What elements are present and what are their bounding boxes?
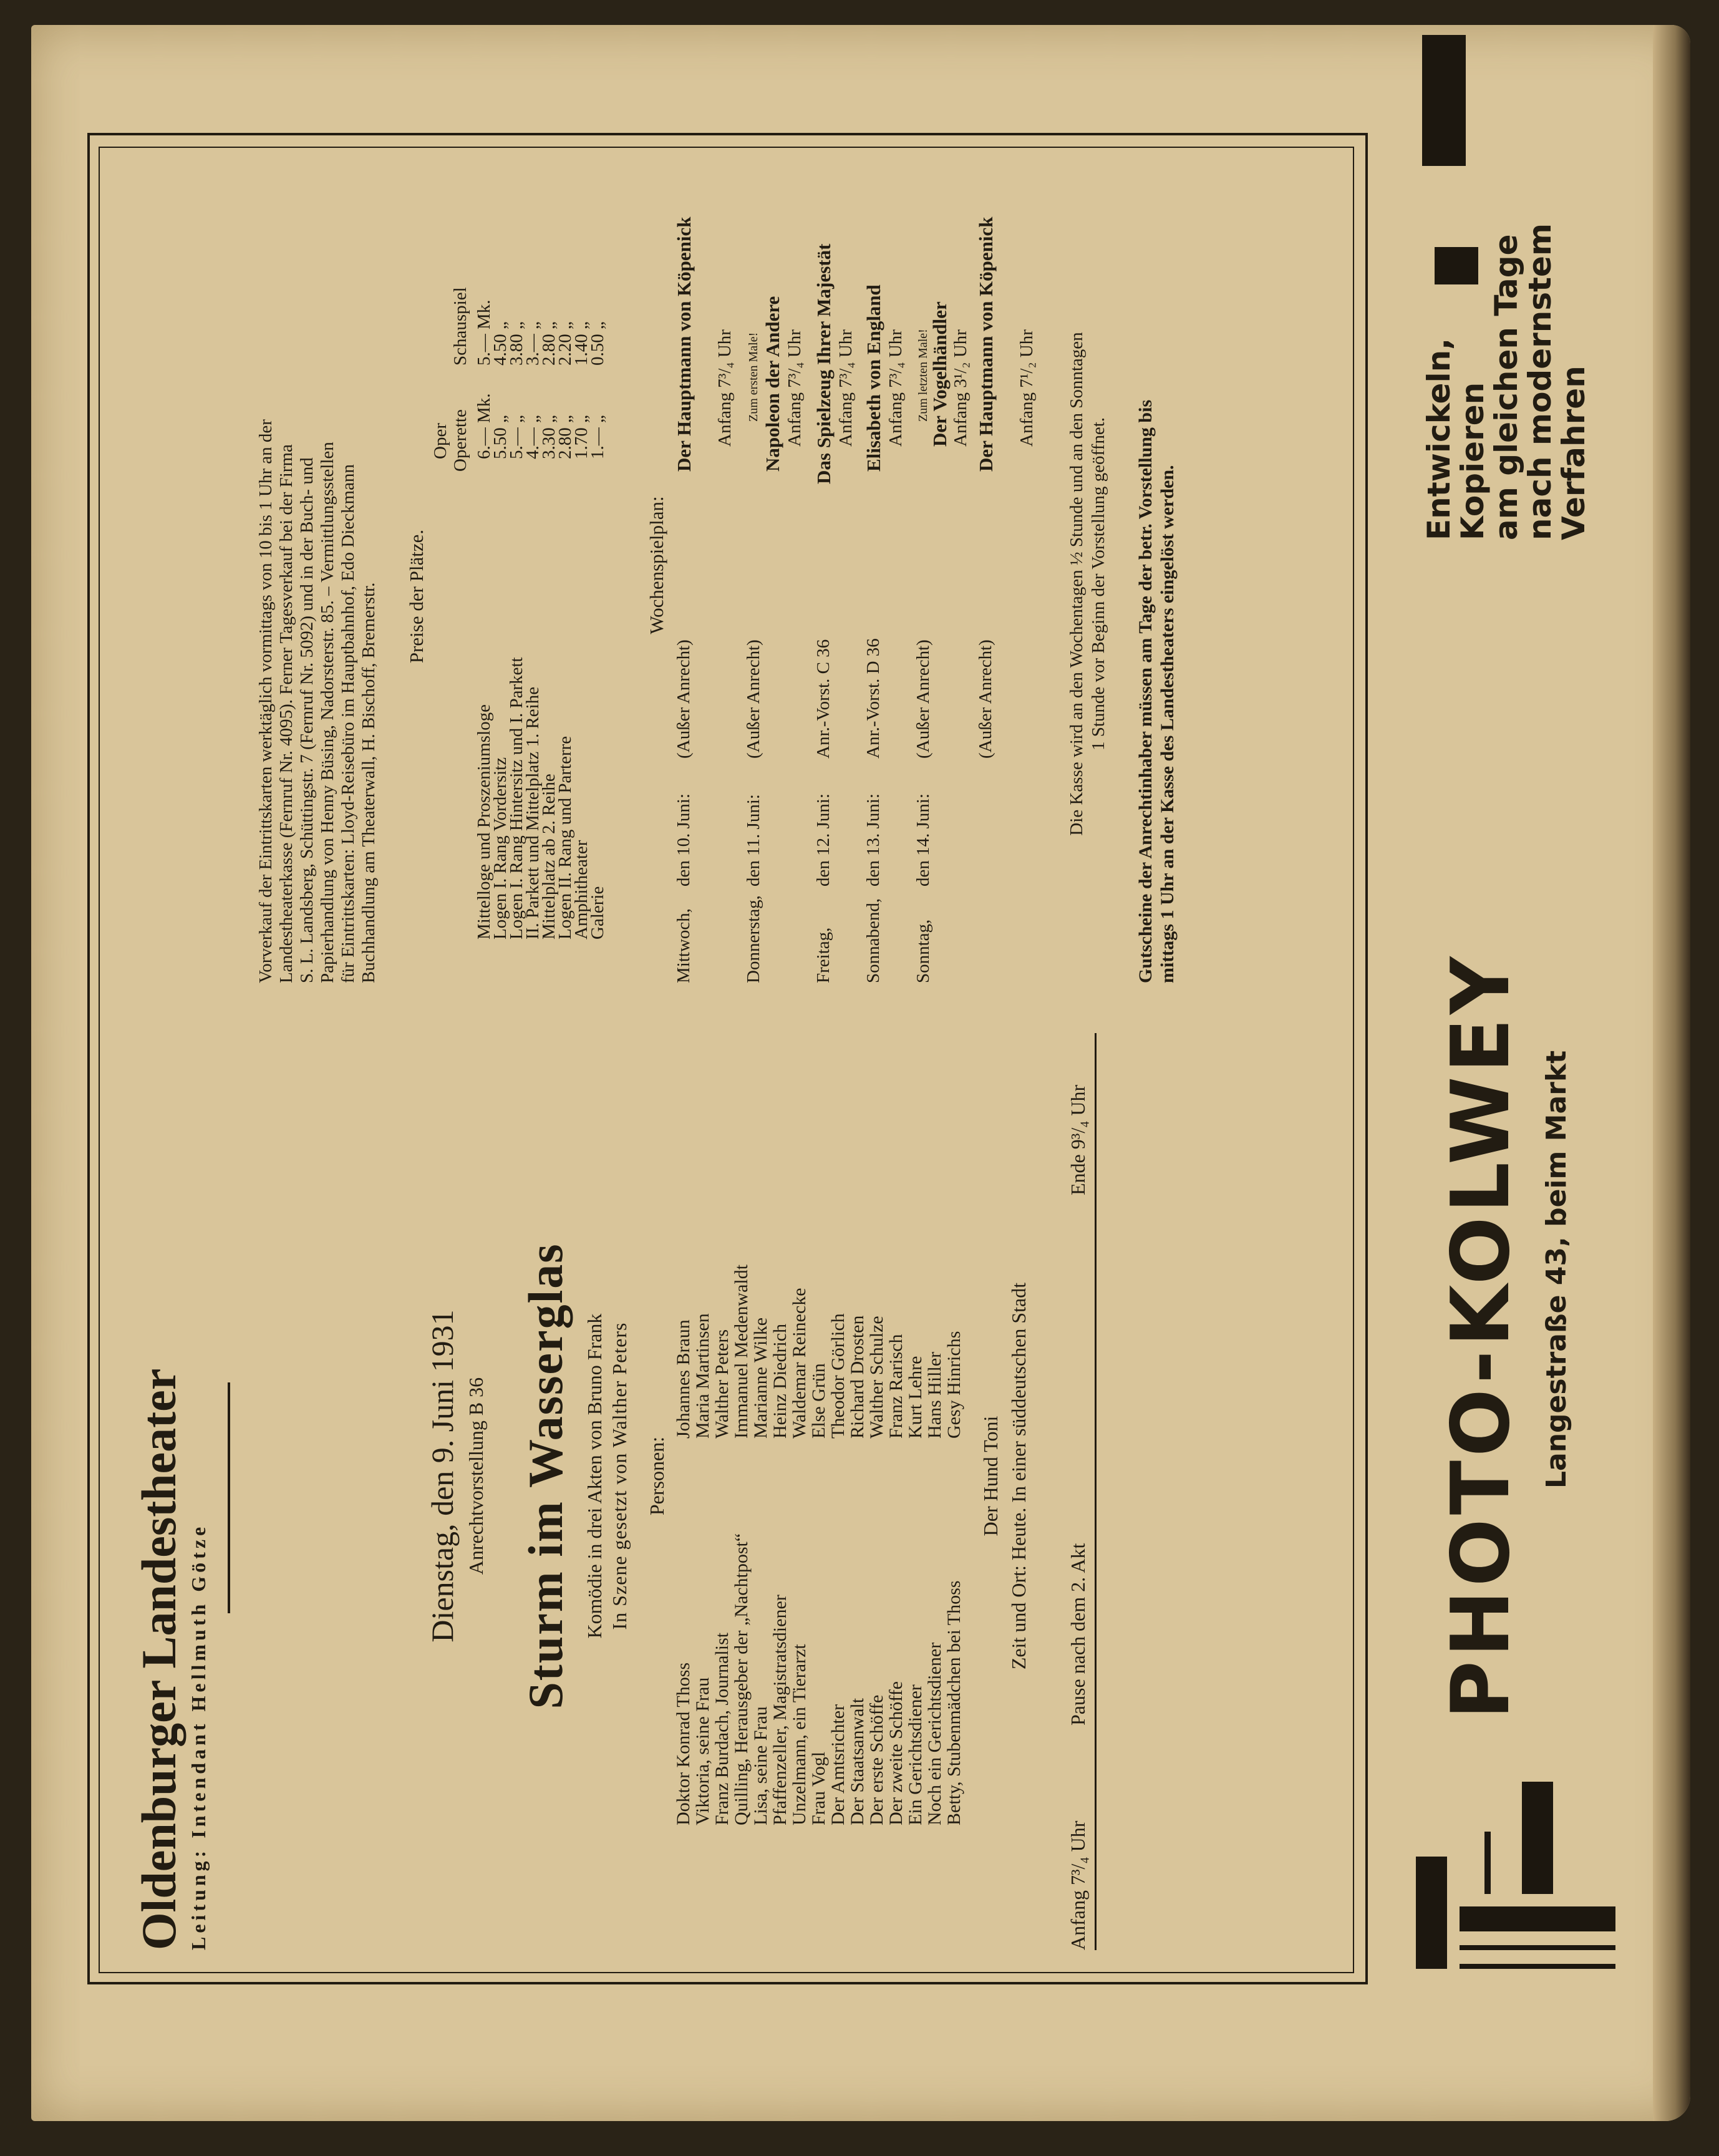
price-seat: Logen I. Rang Hintersitz und I. Parkett — [506, 657, 526, 940]
schedule-note: (Außer Anrecht) — [913, 639, 933, 759]
cast-role: Der zweite Schöffe — [886, 1681, 906, 1825]
price-seat: II. Parkett und Mittelplatz 1. Reihe — [523, 686, 543, 940]
cast-role: Viktoria, seine Frau — [692, 1677, 713, 1825]
cast-row — [732, 1039, 751, 1825]
sales-line: Papierhandlung von Henny Büsing, Nadorsterstr. 85. – Vermittlungsstellen — [317, 442, 337, 983]
cast-actor: Marianne Wilke — [750, 1317, 771, 1439]
price-row — [539, 191, 559, 940]
price-oper: 5.— „ — [506, 415, 526, 459]
exclamation-dot — [1435, 247, 1478, 284]
voucher-note-2: mittags 1 Uhr an der Kasse des Landestheaters eingelöst werden. — [1157, 465, 1178, 983]
end-time: Ende 9³/₄ Uhr — [1067, 1084, 1089, 1195]
cast-role: Unzelmann, ein Tierarzt — [789, 1644, 810, 1825]
cast-row — [751, 1039, 770, 1825]
price-row — [474, 191, 494, 940]
schedule-time: Anfang 7³/₄ Uhr — [836, 329, 856, 447]
cast-row — [944, 1039, 964, 1825]
cast-row — [770, 1039, 790, 1825]
schedule-title: Der Hauptmann von Köpenick — [673, 216, 695, 472]
cast-actor: Heinz Diedrich — [770, 1323, 790, 1439]
exclamation-bar — [1422, 35, 1466, 166]
sales-line: für Eintrittskarten: Lloyd-Reisebüro im Hauptbahnhof, Edo Dieckmann — [338, 464, 358, 983]
price-seat: Logen II. Rang und Parterre — [555, 736, 575, 940]
price-seat: Logen I. Rang Vordersitz — [490, 757, 510, 940]
price-oper: 1.— „ — [588, 415, 608, 459]
schedule-entry — [813, 172, 863, 983]
schedule-note: Anr.-Vorst. C 36 — [813, 639, 833, 759]
schedule-time: Anfang 7³/₄ Uhr — [886, 329, 906, 447]
schedule-note: (Außer Anrecht) — [976, 639, 995, 759]
price-row — [588, 191, 608, 940]
logo-bar — [1460, 1906, 1615, 1931]
dog-credit: Der Hund Toni — [979, 1415, 1002, 1537]
tagline-line: Verfahren — [1556, 366, 1592, 540]
play-description: Komödie in drei Akten von Bruno Frank — [583, 1313, 606, 1639]
logo-bar — [1416, 1857, 1447, 1969]
price-schauspiel: 4.50 „ — [490, 321, 510, 366]
price-table — [474, 191, 608, 940]
tagline-line: nach modernstem — [1522, 223, 1558, 540]
cast-row — [674, 1039, 693, 1825]
cast-row — [886, 1039, 906, 1825]
price-schauspiel: 2.20 „ — [555, 321, 575, 366]
cast-row — [906, 1039, 925, 1825]
tagline-line: am gleichen Tage — [1488, 234, 1524, 540]
schedule-extra: Zum ersten Male! — [747, 332, 760, 422]
cast-row — [809, 1039, 828, 1825]
price-oper: 3.30 „ — [539, 415, 559, 459]
price-row — [571, 191, 591, 940]
start-time: Anfang 7³/₄ Uhr — [1067, 1820, 1089, 1950]
schedule-date: den 11. Juni: — [743, 794, 763, 886]
price-schauspiel: 3.— „ — [523, 321, 543, 366]
schedule-date: den 12. Juni: — [813, 793, 833, 886]
price-oper: 4.— „ — [523, 415, 543, 459]
cast-row — [925, 1039, 944, 1825]
setting-line: Zeit und Ort: Heute. In einer süddeutschen Stadt — [1007, 1282, 1030, 1670]
prices-heading: Preise der Plätze. — [405, 529, 427, 664]
schedule-date: den 14. Juni: — [913, 793, 933, 886]
box-office-line-1: Die Kasse wird an den Wochentagen ½ Stunde und an den Sonntagen — [1067, 332, 1087, 836]
cast-actor: Theodor Görlich — [828, 1313, 848, 1439]
cast-actor: Waldemar Reinecke — [789, 1288, 810, 1439]
divider-rule — [228, 1382, 230, 1613]
cast-actor: Gesy Hinrichs — [944, 1331, 964, 1439]
staging-credit: In Szene gesetzt von Walther Peters — [608, 1322, 631, 1630]
sales-line: Landestheaterkasse (Fernruf Nr. 4095). Ferner Tagesverkauf bei der Firma — [276, 444, 296, 983]
schedule-date: den 10. Juni: — [674, 793, 694, 886]
cast-role: Pfaffenzeller, Magistratsdiener — [770, 1595, 790, 1825]
cast-role: Noch ein Gerichtsdiener — [924, 1642, 945, 1825]
schedule-note: Anr.-Vorst. D 36 — [863, 638, 883, 759]
sales-paragraph — [256, 178, 379, 983]
price-seat: Amphitheater — [571, 840, 591, 940]
schedule-date: den 13. Juni: — [863, 793, 883, 886]
advert-tagline — [1422, 191, 1591, 540]
price-schauspiel: 3.80 „ — [506, 321, 526, 366]
schedule-time: Anfang 7¹/₂ Uhr — [1017, 329, 1037, 447]
price-oper: 2.80 „ — [555, 415, 575, 459]
schedule-title: Das Spielzeug Ihrer Majestät — [813, 243, 835, 484]
schedule-title: Elisabeth von England — [863, 284, 884, 472]
schedule-entry — [674, 172, 743, 983]
subscription-label: Anrechtvorstellung B 36 — [465, 1377, 487, 1575]
logo-bar — [1522, 1782, 1553, 1894]
price-schauspiel: 1.40 „ — [571, 321, 591, 366]
cast-role: Der erste Schöffe — [866, 1694, 887, 1825]
cast-role: Der Amtsrichter — [828, 1704, 848, 1825]
theater-direction: Leitung: Intendant Hellmuth Götze — [187, 1523, 210, 1950]
cast-actor: Franz Rarisch — [886, 1334, 906, 1439]
price-schauspiel: 0.50 „ — [588, 321, 608, 366]
schedule-entry — [743, 172, 813, 983]
advert-brand: PHOTO-KOLWEY — [1435, 953, 1528, 1719]
schedule-time: Anfang 7³/₄ Uhr — [785, 329, 805, 447]
price-seat: Mittelplatz ab 2. Reihe — [539, 774, 559, 940]
col-oper: Oper — [430, 423, 450, 459]
schedule-title: Der Hauptmann von Köpenick — [975, 216, 997, 472]
cast-role: Quilling, Herausgeber der „Nachtpost“ — [731, 1533, 752, 1825]
schedule-day: Donnerstag, — [743, 895, 763, 983]
sales-line: Buchhandlung am Theaterwall, H. Bischoff, Bremerstr. — [359, 582, 379, 983]
play-title: Sturm im Wasserglas — [518, 1243, 573, 1709]
cast-row — [867, 1039, 886, 1825]
price-seat: Mittelloge und Proszeniumsloge — [474, 704, 494, 940]
price-row — [506, 191, 526, 940]
schedule-list — [674, 172, 1044, 983]
schedule-extra: Zum letzten Male! — [916, 329, 930, 422]
price-oper: 1.70 „ — [571, 415, 591, 459]
schedule-day: Mittwoch, — [674, 908, 694, 983]
cast-row — [848, 1039, 867, 1825]
price-seat: Galerie — [588, 886, 608, 940]
cast-row — [828, 1039, 848, 1825]
cast-row — [790, 1039, 809, 1825]
schedule-time: Anfang 7³/₄ Uhr — [715, 329, 735, 447]
schedule-note: (Außer Anrecht) — [743, 639, 763, 759]
persons-heading: Personen: — [646, 1436, 668, 1516]
cast-actor: Hans Hiller — [924, 1351, 945, 1439]
cast-actor: Kurt Lehre — [905, 1356, 926, 1439]
cast-role: Franz Burdach, Journalist — [712, 1632, 732, 1825]
schedule-title: Der Vogelhändler — [929, 301, 951, 447]
price-schauspiel: 2.80 „ — [539, 321, 559, 366]
logo-bar — [1460, 1945, 1615, 1950]
footer-rule — [1095, 1033, 1097, 1950]
schedule-title: Napoleon der Andere — [762, 296, 783, 472]
logo-bar — [1484, 1832, 1491, 1894]
price-oper: 5.50 „ — [490, 415, 510, 459]
col-operette: Operette — [450, 409, 470, 472]
price-row — [555, 191, 575, 940]
cast-role: Frau Vogl — [808, 1751, 829, 1825]
cast-role: Ein Gerichtsdiener — [905, 1684, 926, 1825]
col-schauspiel: Schauspiel — [450, 287, 470, 366]
voucher-note-1: Gutscheine der Anrechtinhaber müssen am Tage der betr. Vorstellung bis — [1135, 399, 1156, 983]
schedule-time: Anfang 3¹/₂ Uhr — [951, 329, 971, 447]
price-row — [490, 191, 510, 940]
schedule-note: (Außer Anrecht) — [674, 639, 694, 759]
schedule-day: Freitag, — [813, 927, 833, 983]
advert-address: Langestraße 43, beim Markt — [1541, 1050, 1572, 1488]
theater-name: Oldenburger Landestheater — [132, 1368, 186, 1950]
cast-actor: Johannes Braun — [673, 1319, 694, 1439]
box-office-line-2: 1 Stunde vor Beginn der Vorstellung geöffnet. — [1088, 417, 1108, 751]
cast-role: Betty, Stubenmädchen bei Thoss — [944, 1580, 964, 1825]
cast-list — [674, 1039, 964, 1825]
tagline-line: Entwickeln, Kopieren — [1421, 337, 1491, 540]
cast-role: Doktor Konrad Thoss — [673, 1662, 694, 1825]
cast-row — [693, 1039, 712, 1825]
cast-actor: Richard Drosten — [847, 1315, 868, 1439]
cast-actor: Walther Peters — [712, 1329, 732, 1439]
cast-row — [712, 1039, 732, 1825]
price-oper: 6.— Mk. — [474, 393, 494, 459]
schedule-entry — [863, 172, 913, 983]
cast-actor: Immanuel Medenwaldt — [731, 1264, 752, 1439]
price-row — [523, 191, 543, 940]
schedule-heading: Wochenspielplan: — [646, 496, 667, 634]
cast-role: Der Staatsanwalt — [847, 1697, 868, 1825]
schedule-day: Sonntag, — [913, 919, 933, 983]
logo-bar — [1460, 1964, 1615, 1969]
price-schauspiel: 5.— Mk. — [474, 299, 494, 366]
schedule-day: Sonnabend, — [863, 898, 883, 983]
performance-date: Dienstag, den 9. Juni 1931 — [425, 1309, 460, 1643]
sales-line: Vorverkauf der Eintrittskarten werktäglich vormittags von 10 bis 1 Uhr an der — [256, 419, 276, 983]
cast-role: Lisa, seine Frau — [750, 1706, 771, 1825]
cast-actor: Maria Martinsen — [692, 1313, 713, 1439]
cast-actor: Else Grün — [808, 1363, 829, 1439]
sales-line: S. L. Landsberg, Schüttingstr. 7 (Fernruf Nr. 5092) und in der Buch- und — [297, 457, 317, 983]
schedule-entry — [913, 172, 976, 983]
cast-actor: Walther Schulze — [866, 1316, 887, 1439]
schedule-entry — [976, 172, 1044, 983]
pause-info: Pause nach dem 2. Akt — [1067, 1543, 1089, 1726]
